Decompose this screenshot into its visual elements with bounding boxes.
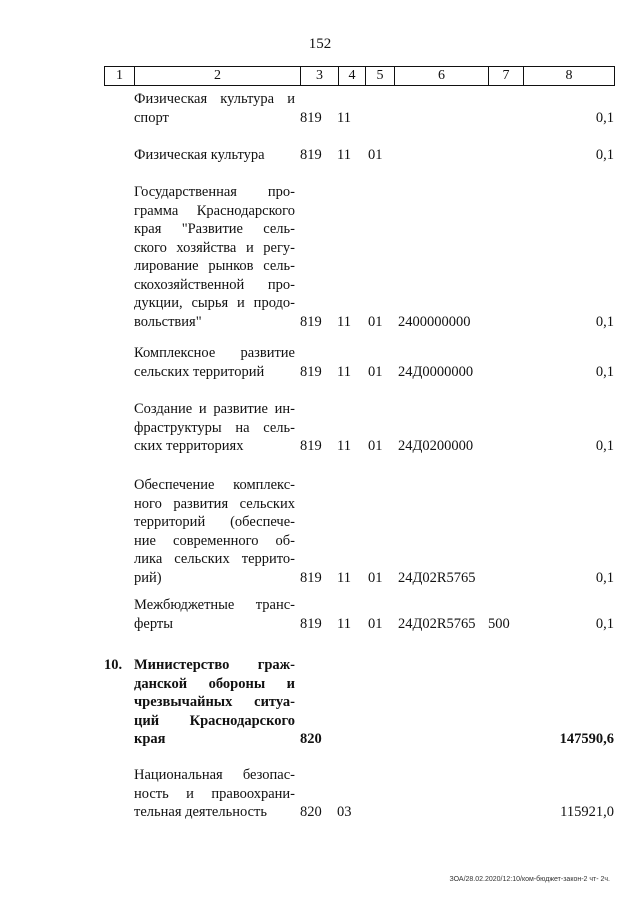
row-subsection: 01 [368,438,383,454]
row-section: 11 [337,569,351,586]
row-section: 11 [337,438,351,454]
row-name-line: грамма Краснодарского [134,202,295,219]
row-section: 11 [337,615,351,632]
row-name-line: ние современного об- [134,532,295,549]
row-amount: 0,1 [595,313,614,330]
row-code-grbs: 819 [300,109,322,126]
row-name-line: Комплексное развитие [134,345,295,361]
row-name [134,146,295,165]
row-name-line: тельная деятельность [134,804,267,820]
row-amount: 0,1 [595,615,614,632]
header-col-4: 4 [339,67,366,85]
row-name [134,656,295,749]
row-name-line: ного развития сельских [134,495,295,512]
row-name-line: территорий (обеспече- [134,514,295,530]
row-name-line: Государственная про- [134,184,295,200]
row-name-line: ферты [134,615,173,632]
row-name [134,476,295,587]
row-name-line: Межбюджетные транс- [134,597,295,613]
row-name-line: лирование рынков сель- [134,258,295,274]
row-section: 03 [337,804,352,820]
row-name [134,90,295,127]
row-target-article: 24Д02R5765 [398,569,476,586]
row-name-line: рий) [134,569,162,586]
row-section: 11 [337,363,351,380]
header-col-5: 5 [366,67,395,85]
header-col-1: 1 [105,67,135,85]
row-name-line: фраструктуры на сель- [134,419,295,436]
row-expense-type: 500 [488,615,510,632]
row-code-grbs: 819 [300,147,322,163]
row-amount: 115921,0 [560,804,614,820]
row-amount: 0,1 [595,147,614,163]
row-name-line: края [134,731,166,747]
row-code-grbs: 819 [300,438,322,454]
row-number: 10. [104,657,123,673]
row-amount: 147590,6 [559,731,614,747]
row-name-line: чрезвычайных ситуа- [134,694,295,710]
row-code-grbs: 819 [300,569,322,586]
row-code-grbs: 820 [300,804,322,820]
row-name-line: Министерство граж- [134,657,295,673]
row-section: 11 [337,147,351,163]
header-col-2: 2 [135,67,301,85]
row-target-article: 24Д02R5765 [398,615,476,632]
row-subsection: 01 [368,615,383,632]
row-name-line: ского хозяйства и регу- [134,239,295,256]
row-name-line: ций Краснодарского [134,712,295,729]
row-amount: 0,1 [595,363,614,380]
row-name-line: Обеспечение комплекс- [134,477,295,493]
header-col-6: 6 [395,67,489,85]
row-name-line: данской обороны и [134,675,295,692]
row-subsection: 01 [368,569,383,586]
row-subsection: 01 [368,313,383,330]
row-subsection: 01 [368,147,383,163]
row-name [134,183,295,331]
row-name-line: Физическая культура и [134,91,295,107]
row-amount: 0,1 [595,109,614,126]
row-name-line: скохозяйственной про- [134,276,295,293]
row-name-line: лика сельских террито- [134,551,295,567]
row-amount: 0,1 [595,569,614,586]
row-name [134,596,295,633]
row-subsection: 01 [368,363,383,380]
row-target-article: 24Д0200000 [398,438,474,454]
row-target-article: 2400000000 [398,313,471,330]
header-col-8: 8 [565,68,573,83]
table-header-row [104,66,615,86]
row-name-line: края "Развитие сель- [134,221,295,237]
row-code-grbs: 819 [300,313,322,330]
row-name [134,400,295,456]
row-name-line: сельских территорий [134,363,265,380]
page-number: 152 [308,36,332,52]
row-amount: 0,1 [595,438,614,454]
document-footer: ЗОА/28.02.2020/12:10/ком-бюджет-закон-2 чт- 2ч. [449,876,610,883]
row-name-line: Физическая культура [134,147,265,163]
row-name-line: ность и правоохрани- [134,785,295,802]
row-target-article: 24Д0000000 [398,363,474,380]
row-name [134,766,295,822]
header-col-7: 7 [489,67,524,85]
row-name-line: ских территориях [134,438,244,454]
row-name-line: дукции, сырья и продо- [134,295,295,311]
header-col-3: 3 [301,67,339,85]
row-code-grbs: 820 [300,731,322,747]
row-code-grbs: 819 [300,363,322,380]
row-section: 11 [337,109,351,126]
row-section: 11 [337,313,351,330]
row-name [134,344,295,381]
row-name-line: Национальная безопас- [134,767,295,783]
row-name-line: Создание и развитие ин- [134,401,295,417]
row-name-line: спорт [134,109,169,126]
row-name-line: вольствия" [134,313,202,330]
row-code-grbs: 819 [300,615,322,632]
